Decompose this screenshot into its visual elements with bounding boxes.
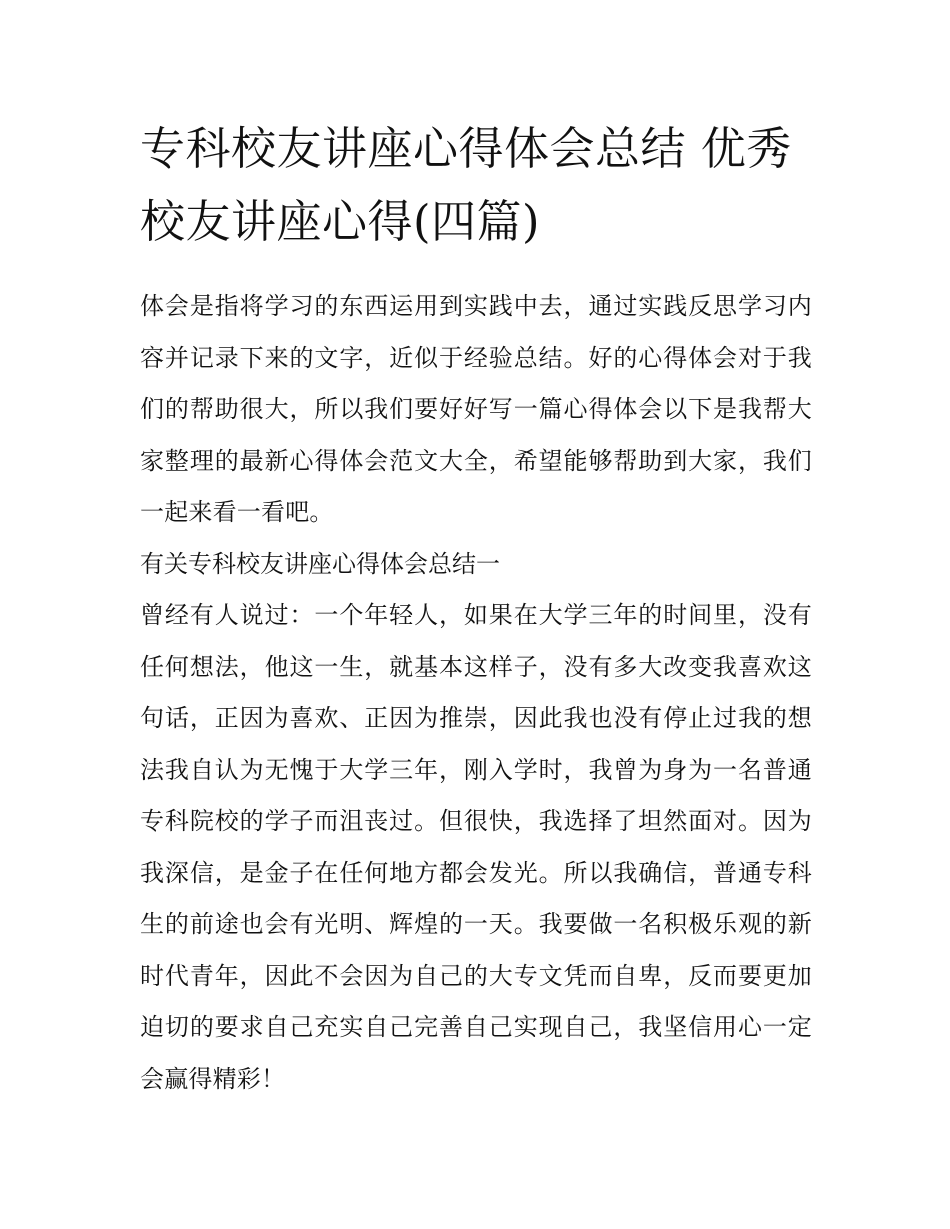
body-paragraph: 曾经有人说过：一个年轻人，如果在大学三年的时间里，没有任何想法，他这一生，就基本这样子，没有多大改变我喜欢这句话，正因为喜欢、正因为推崇，因此我也没有停止过我的想法我自认为无愧于大学三年，刚入学时，我曾为身为一名普通专科院校的学子而沮丧过。但很快，我选择了坦然面对。因为我深信，是金子在任何地方都会发光。所以我确信，普通专科生的前途也会有光明、辉煌的一天。我要做一名积极乐观的新时代青年，因此不会因为自己的大专文凭而自卑，反而要更加迫切的要求自己充实自己完善自己实现自己，我坚信用心一定会赢得精彩！ [140,601,812,1093]
document-page [140,112,812,1105]
intro-paragraph: 体会是指将学习的东西运用到实践中去，通过实践反思学习内容并记录下来的文字，近似于经验总结。好的心得体会对于我们的帮助很大，所以我们要好好写一篇心得体会以下是我帮大家整理的最新心得体会范文大全，希望能够帮助到大家，我们一起来看一看吧。 [140,292,812,526]
section-heading: 有关专科校友讲座心得体会总结一 [140,549,500,578]
document-title: 专科校友讲座心得体会总结 优秀校友讲座心得(四篇) [140,122,792,248]
